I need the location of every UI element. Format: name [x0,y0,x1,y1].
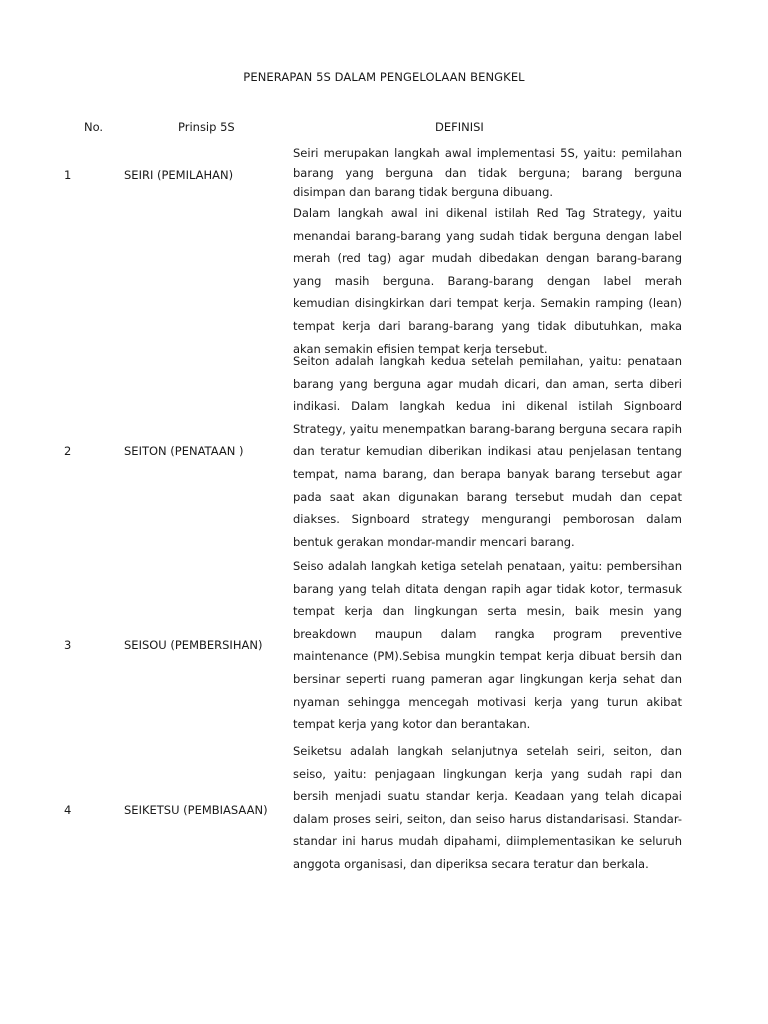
row-1-definisi-continued [293,202,682,360]
row-1-definisi-paragraph-1: Seiri merupakan langkah awal implementasi 5S, yaitu: pemilahan barang yang berguna dan tidak berguna; barang berguna disimpan dan barang tidak berguna dibuang. [293,146,682,199]
row-3-prinsip: SEISOU (PEMBERSIHAN) [124,638,263,652]
row-1-definisi [293,144,682,203]
row-4-definisi [293,740,682,876]
row-2-number: 2 [64,444,72,458]
row-4-definisi-paragraph: Seiketsu adalah langkah selanjutnya setelah seiri, seiton, dan seiso, yaitu: penjagaan lingkungan kerja yang sudah rapi dan bersih menjadi suatu standar kerja. Keadaan yang telah dicapai dalam proses seiri, seiton, dan seiso harus distandarisasi. Standar-standar ini harus mudah dipahami, diimplementasikan ke seluruh anggota organisasi, dan diperiksa secara teratur dan berkala. [293,744,682,871]
row-1-number: 1 [64,168,72,182]
row-4-prinsip: SEIKETSU (PEMBIASAAN) [124,803,268,817]
row-3-definisi [293,555,682,736]
row-3-number: 3 [64,638,72,652]
row-3-definisi-paragraph: Seiso adalah langkah ketiga setelah penataan, yaitu: pembersihan barang yang telah ditata dengan rapih agar tidak kotor, termasuk tempat kerja dan lingkungan serta mesin, baik mesin yang breakdown maupun dalam rangka program preventive maintenance (PM).Sebisa mungkin tempat kerja dibuat bersih dan bersinar seperti ruang pameran agar lingkungan kerja sehat dan nyaman sehingga mencegah motivasi kerja yang turun akibat tempat kerja yang kotor dan berantakan. [293,559,682,732]
row-2-definisi [293,350,682,553]
row-1-prinsip: SEIRI (PEMILAHAN) [124,168,234,182]
row-2-definisi-paragraph: Seiton adalah langkah kedua setelah pemilahan, yaitu: penataan barang yang berguna agar mudah dicari, dan aman, serta diberi indikasi. Dalam langkah kedua ini dikenal istilah Signboard Strategy, yaitu menempatkan barang-barang berguna secara rapih dan teratur kemudian diberikan indikasi atau penjelasan tentang tempat, nama barang, dan berapa banyak barang tersebut agar pada saat akan digunakan barang tersebut mudah dan cepat diakses. Signboard strategy mengurangi pemborosan dalam bentuk gerakan mondar-mandir mencari barang. [293,354,682,549]
row-1-definisi-paragraph-2: Dalam langkah awal ini dikenal istilah Red Tag Strategy, yaitu menandai barang-barang yang sudah tidak berguna dengan label merah (red tag) agar mudah dibedakan dengan barang-barang yang masih berguna. Barang-barang dengan label merah kemudian disingkirkan dari tempat kerja. Semakin ramping (lean) tempat kerja dari barang-barang yang tidak dibutuhkan, maka akan semakin efisien tempat kerja tersebut. [293,206,682,356]
row-2-prinsip: SEITON (PENATAAN ) [124,444,244,458]
column-header-no: No. [84,120,104,134]
row-4-number: 4 [64,803,72,817]
column-header-definisi: DEFINISI [435,120,484,134]
column-header-prinsip: Prinsip 5S [178,120,235,134]
document-title: PENERAPAN 5S DALAM PENGELOLAAN BENGKEL [243,70,525,84]
